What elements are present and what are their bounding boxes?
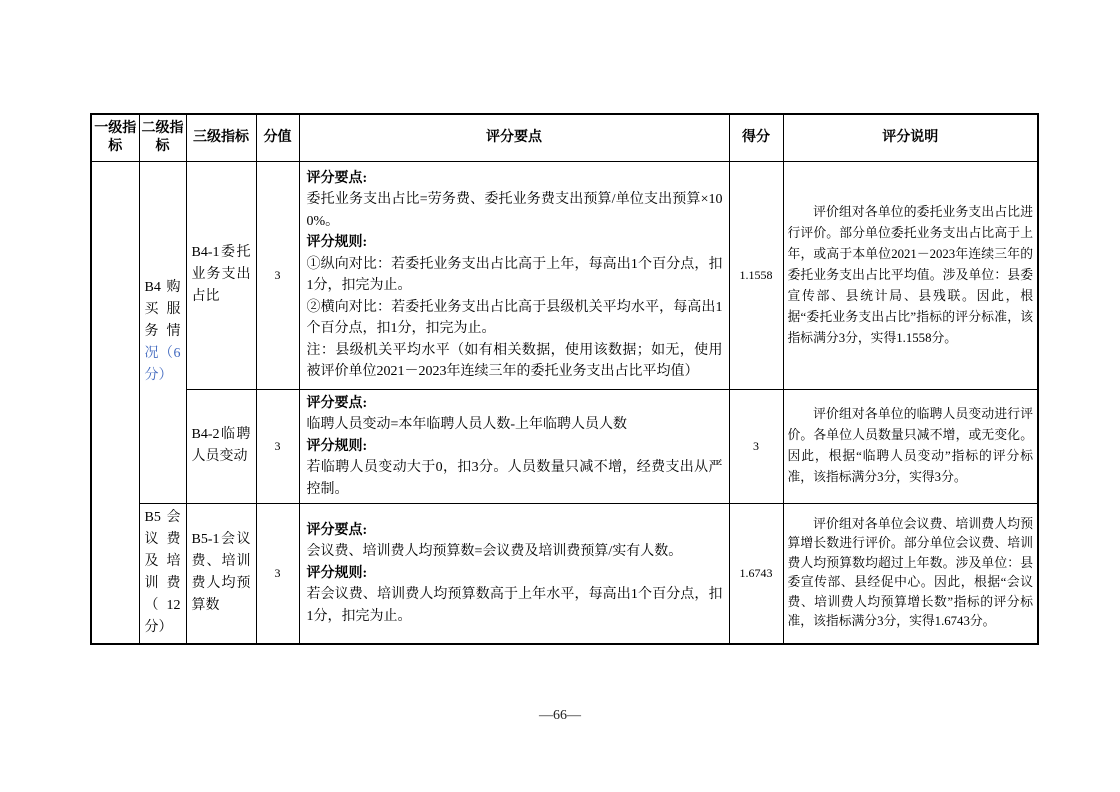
scoring-points-b4-2: [299, 389, 729, 504]
rules-label: 评分规则:: [306, 235, 368, 250]
score-value-b5-1: 3: [256, 504, 299, 644]
score-value-b4-2: 3: [256, 389, 299, 504]
explanation-b4-2: 评价组对各单位的临聘人员变动进行评价。各单位人员数量只减不增，或无变化。因此，根据“临聘人员变动”指标的评分标准，该指标满分3分，实得3分。: [783, 389, 1038, 504]
level2-indicator-b4: [139, 161, 186, 504]
score-b4-1: 1.1558: [729, 161, 783, 389]
points-formula: 委托业务支出占比=劳务费、委托业务费支出预算/单位支出预算×100%。: [306, 192, 723, 229]
table-row-b5-1: [91, 504, 1038, 644]
header-level1: 一级指标: [91, 114, 139, 161]
rules-label: 评分规则:: [306, 565, 368, 581]
level2-b5-text: B5会议费及培训费（12分）: [144, 510, 181, 636]
level2-b4-text: B4 购买服务情: [144, 280, 181, 340]
scoring-points-b5-1: [299, 504, 729, 644]
score-b5-1: 1.6743: [729, 504, 783, 644]
level1-indicator-cell: [91, 161, 139, 644]
header-level3: 三级指标: [186, 114, 256, 161]
score-value-b4-1: 3: [256, 161, 299, 389]
rule-note: 注：县级机关平均水平（如有相关数据，使用该数据；如无，使用被评价单位2021－2023年连续三年的委托业务支出占比平均值）: [306, 342, 723, 379]
points-label: 评分要点:: [306, 170, 368, 186]
score-b4-2: 3: [729, 389, 783, 504]
rules-label: 评分规则:: [306, 438, 368, 454]
level2-indicator-b5: [139, 504, 186, 644]
evaluation-score-table: [90, 113, 1039, 645]
level3-indicator-b4-1: B4-1委托业务支出占比: [186, 161, 256, 389]
points-formula: 临聘人员变动=本年临聘人员人数-上年临聘人员人数: [306, 417, 628, 432]
level3-indicator-b5-1: B5-1会议费、培训费人均预算数: [186, 504, 256, 644]
header-explanation: 评分说明: [783, 114, 1038, 161]
table-header-row: [91, 114, 1038, 161]
table-row-b4-1: [91, 161, 1038, 389]
table-row-b4-2: [91, 389, 1038, 504]
rule-2: ②横向对比：若委托业务支出占比高于县级机关平均水平，每高出1个百分点，扣1分，扣完为止。: [306, 299, 723, 336]
points-label: 评分要点:: [306, 522, 368, 538]
page-number: —66—: [539, 708, 581, 723]
rule-1: ①纵向对比：若委托业务支出占比高于上年，每高出1个百分点，扣1分，扣完为止。: [306, 256, 723, 293]
scoring-points-b4-1: [299, 161, 729, 389]
explanation-b5-1: 评价组对各单位会议费、培训费人均预算增长数进行评价。部分单位会议费、培训费人均预算数均超过上年数。涉及单位：县委宣传部、县经促中心。因此，根据“会议费、培训费人均预算增长数”指标的评分标准，该指标满分3分，实得1.6743分。: [783, 504, 1038, 644]
level3-indicator-b4-2: B4-2临聘人员变动: [186, 389, 256, 504]
header-level2: 二级指标: [139, 114, 186, 161]
points-formula: 会议费、培训费人均预算数=会议费及培训费预算/实有人数。: [306, 544, 683, 559]
rule-1: 若临聘人员变动大于0，扣3分。人员数量只减不增，经费支出从严控制。: [306, 460, 723, 497]
rule-1: 若会议费、培训费人均预算数高于上年水平，每高出1个百分点，扣1分，扣完为止。: [306, 587, 723, 624]
points-label: 评分要点:: [306, 395, 368, 411]
header-scoring-points: 评分要点: [299, 114, 729, 161]
explanation-b4-1: 评价组对各单位的委托业务支出占比进行评价。部分单位委托业务支出占比高于上年，或高于本单位2021－2023年连续三年的委托业务支出占比平均值。涉及单位：县委宣传部、县统计局、县残联。因此，根据“委托业务支出占比”指标的评分标准，该指标满分3分，实得1.1558分。: [783, 161, 1038, 389]
header-score-value: 分值: [256, 114, 299, 161]
header-score: 得分: [729, 114, 783, 161]
level2-b4-text-blue: 况（6分）: [144, 346, 181, 384]
